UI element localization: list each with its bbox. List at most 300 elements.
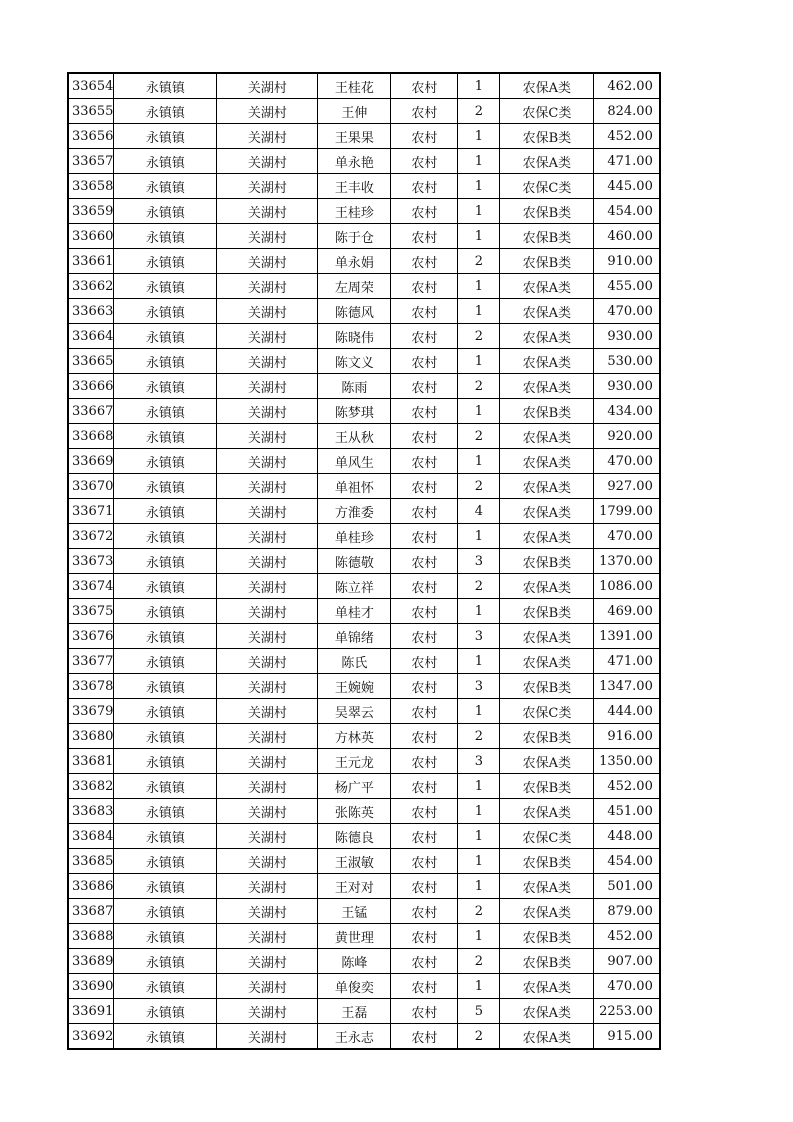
household-type-cell: 农村	[391, 374, 458, 399]
village-cell: 关湖村	[217, 1024, 318, 1050]
insurance-category-cell: 农保A类	[500, 899, 594, 924]
table-row	[68, 849, 660, 874]
village-cell: 关湖村	[217, 174, 318, 199]
town-cell: 永镇镇	[114, 224, 217, 249]
record-id-cell: 33687	[68, 899, 114, 924]
village-cell: 关湖村	[217, 349, 318, 374]
member-count-cell: 1	[458, 124, 500, 149]
person-name-cell: 单桂才	[318, 599, 391, 624]
record-id-cell: 33665	[68, 349, 114, 374]
insurance-category-cell: 农保A类	[500, 499, 594, 524]
record-id-cell: 33661	[68, 249, 114, 274]
person-name-cell: 陈梦琪	[318, 399, 391, 424]
village-cell: 关湖村	[217, 999, 318, 1024]
person-name-cell: 单锦绪	[318, 624, 391, 649]
table-row	[68, 724, 660, 749]
village-cell: 关湖村	[217, 674, 318, 699]
village-cell: 关湖村	[217, 599, 318, 624]
insurance-category-cell: 农保B类	[500, 399, 594, 424]
town-cell: 永镇镇	[114, 449, 217, 474]
amount-cell: 471.00	[594, 649, 660, 674]
member-count-cell: 1	[458, 349, 500, 374]
town-cell: 永镇镇	[114, 124, 217, 149]
household-type-cell: 农村	[391, 449, 458, 474]
member-count-cell: 1	[458, 874, 500, 899]
record-id-cell: 33683	[68, 799, 114, 824]
table-row	[68, 349, 660, 374]
person-name-cell: 陈峰	[318, 949, 391, 974]
insurance-category-cell: 农保C类	[500, 174, 594, 199]
member-count-cell: 1	[458, 974, 500, 999]
record-id-cell: 33688	[68, 924, 114, 949]
amount-cell: 920.00	[594, 424, 660, 449]
document-page	[67, 72, 661, 1050]
amount-cell: 916.00	[594, 724, 660, 749]
person-name-cell: 王伸	[318, 99, 391, 124]
village-cell: 关湖村	[217, 249, 318, 274]
record-id-cell: 33662	[68, 274, 114, 299]
amount-cell: 470.00	[594, 974, 660, 999]
member-count-cell: 3	[458, 749, 500, 774]
town-cell: 永镇镇	[114, 174, 217, 199]
insurance-category-cell: 农保A类	[500, 799, 594, 824]
household-type-cell: 农村	[391, 749, 458, 774]
table-row	[68, 524, 660, 549]
insurance-category-cell: 农保B类	[500, 549, 594, 574]
town-cell: 永镇镇	[114, 399, 217, 424]
town-cell: 永镇镇	[114, 73, 217, 99]
village-cell: 关湖村	[217, 824, 318, 849]
person-name-cell: 单桂珍	[318, 524, 391, 549]
household-type-cell: 农村	[391, 999, 458, 1024]
town-cell: 永镇镇	[114, 699, 217, 724]
person-name-cell: 王淑敏	[318, 849, 391, 874]
person-name-cell: 王对对	[318, 874, 391, 899]
person-name-cell: 王桂花	[318, 73, 391, 99]
table-row	[68, 999, 660, 1024]
town-cell: 永镇镇	[114, 524, 217, 549]
member-count-cell: 1	[458, 799, 500, 824]
household-type-cell: 农村	[391, 349, 458, 374]
person-name-cell: 方林英	[318, 724, 391, 749]
household-type-cell: 农村	[391, 774, 458, 799]
record-id-cell: 33686	[68, 874, 114, 899]
person-name-cell: 张陈英	[318, 799, 391, 824]
member-count-cell: 1	[458, 199, 500, 224]
table-row	[68, 899, 660, 924]
person-name-cell: 陈氏	[318, 649, 391, 674]
town-cell: 永镇镇	[114, 774, 217, 799]
village-cell: 关湖村	[217, 199, 318, 224]
member-count-cell: 1	[458, 174, 500, 199]
amount-cell: 910.00	[594, 249, 660, 274]
town-cell: 永镇镇	[114, 549, 217, 574]
table-row	[68, 73, 660, 99]
table-row	[68, 824, 660, 849]
person-name-cell: 陈晓伟	[318, 324, 391, 349]
member-count-cell: 3	[458, 549, 500, 574]
town-cell: 永镇镇	[114, 849, 217, 874]
member-count-cell: 2	[458, 574, 500, 599]
amount-cell: 530.00	[594, 349, 660, 374]
amount-cell: 879.00	[594, 899, 660, 924]
village-cell: 关湖村	[217, 774, 318, 799]
member-count-cell: 1	[458, 699, 500, 724]
member-count-cell: 3	[458, 624, 500, 649]
town-cell: 永镇镇	[114, 199, 217, 224]
member-count-cell: 2	[458, 249, 500, 274]
amount-cell: 455.00	[594, 274, 660, 299]
record-id-cell: 33659	[68, 199, 114, 224]
town-cell: 永镇镇	[114, 99, 217, 124]
member-count-cell: 1	[458, 149, 500, 174]
amount-cell: 460.00	[594, 224, 660, 249]
table-row	[68, 774, 660, 799]
town-cell: 永镇镇	[114, 474, 217, 499]
person-name-cell: 单永艳	[318, 149, 391, 174]
record-id-cell: 33681	[68, 749, 114, 774]
record-id-cell: 33691	[68, 999, 114, 1024]
household-type-cell: 农村	[391, 974, 458, 999]
town-cell: 永镇镇	[114, 274, 217, 299]
member-count-cell: 2	[458, 99, 500, 124]
member-count-cell: 2	[458, 724, 500, 749]
table-row	[68, 974, 660, 999]
table-row	[68, 749, 660, 774]
person-name-cell: 黄世理	[318, 924, 391, 949]
village-cell: 关湖村	[217, 499, 318, 524]
person-name-cell: 单风生	[318, 449, 391, 474]
household-type-cell: 农村	[391, 699, 458, 724]
household-type-cell: 农村	[391, 674, 458, 699]
record-id-cell: 33656	[68, 124, 114, 149]
table-row	[68, 949, 660, 974]
insurance-category-cell: 农保A类	[500, 974, 594, 999]
table-row	[68, 874, 660, 899]
household-type-cell: 农村	[391, 99, 458, 124]
table-row	[68, 799, 660, 824]
member-count-cell: 2	[458, 474, 500, 499]
amount-cell: 444.00	[594, 699, 660, 724]
table-row	[68, 649, 660, 674]
record-id-cell: 33666	[68, 374, 114, 399]
person-name-cell: 单永娟	[318, 249, 391, 274]
insurance-category-cell: 农保A类	[500, 349, 594, 374]
table-row	[68, 124, 660, 149]
table-row	[68, 449, 660, 474]
person-name-cell: 王永志	[318, 1024, 391, 1050]
person-name-cell: 王锰	[318, 899, 391, 924]
village-cell: 关湖村	[217, 374, 318, 399]
person-name-cell: 王丰收	[318, 174, 391, 199]
town-cell: 永镇镇	[114, 799, 217, 824]
amount-cell: 915.00	[594, 1024, 660, 1050]
amount-cell: 454.00	[594, 199, 660, 224]
village-cell: 关湖村	[217, 799, 318, 824]
insurance-category-cell: 农保A类	[500, 649, 594, 674]
table-row	[68, 324, 660, 349]
village-cell: 关湖村	[217, 924, 318, 949]
amount-cell: 927.00	[594, 474, 660, 499]
table-row	[68, 374, 660, 399]
household-type-cell: 农村	[391, 224, 458, 249]
person-name-cell: 王婉婉	[318, 674, 391, 699]
household-type-cell: 农村	[391, 324, 458, 349]
village-cell: 关湖村	[217, 949, 318, 974]
amount-cell: 1347.00	[594, 674, 660, 699]
member-count-cell: 1	[458, 224, 500, 249]
household-type-cell: 农村	[391, 124, 458, 149]
member-count-cell: 1	[458, 774, 500, 799]
village-cell: 关湖村	[217, 274, 318, 299]
household-type-cell: 农村	[391, 524, 458, 549]
member-count-cell: 1	[458, 599, 500, 624]
table-row	[68, 699, 660, 724]
member-count-cell: 4	[458, 499, 500, 524]
town-cell: 永镇镇	[114, 249, 217, 274]
household-type-cell: 农村	[391, 724, 458, 749]
household-type-cell: 农村	[391, 824, 458, 849]
table-row	[68, 424, 660, 449]
insurance-category-cell: 农保B类	[500, 249, 594, 274]
insurance-category-cell: 农保B类	[500, 724, 594, 749]
household-type-cell: 农村	[391, 599, 458, 624]
village-cell: 关湖村	[217, 899, 318, 924]
table-row	[68, 1024, 660, 1050]
village-cell: 关湖村	[217, 399, 318, 424]
town-cell: 永镇镇	[114, 999, 217, 1024]
person-name-cell: 陈立祥	[318, 574, 391, 599]
record-id-cell: 33658	[68, 174, 114, 199]
insurance-category-cell: 农保A类	[500, 149, 594, 174]
amount-cell: 454.00	[594, 849, 660, 874]
person-name-cell: 吴翠云	[318, 699, 391, 724]
insurance-category-cell: 农保A类	[500, 299, 594, 324]
amount-cell: 1799.00	[594, 499, 660, 524]
amount-cell: 471.00	[594, 149, 660, 174]
record-id-cell: 33671	[68, 499, 114, 524]
town-cell: 永镇镇	[114, 149, 217, 174]
household-type-cell: 农村	[391, 799, 458, 824]
household-type-cell: 农村	[391, 574, 458, 599]
household-type-cell: 农村	[391, 549, 458, 574]
table-row	[68, 624, 660, 649]
record-id-cell: 33672	[68, 524, 114, 549]
insurance-category-cell: 农保B类	[500, 674, 594, 699]
amount-cell: 469.00	[594, 599, 660, 624]
amount-cell: 452.00	[594, 124, 660, 149]
amount-cell: 907.00	[594, 949, 660, 974]
village-cell: 关湖村	[217, 224, 318, 249]
household-type-cell: 农村	[391, 899, 458, 924]
table-row	[68, 549, 660, 574]
household-type-cell: 农村	[391, 399, 458, 424]
amount-cell: 824.00	[594, 99, 660, 124]
town-cell: 永镇镇	[114, 724, 217, 749]
village-cell: 关湖村	[217, 974, 318, 999]
insurance-category-cell: 农保C类	[500, 824, 594, 849]
town-cell: 永镇镇	[114, 349, 217, 374]
record-id-cell: 33676	[68, 624, 114, 649]
village-cell: 关湖村	[217, 124, 318, 149]
amount-cell: 470.00	[594, 449, 660, 474]
person-name-cell: 王果果	[318, 124, 391, 149]
table-row	[68, 99, 660, 124]
table-row	[68, 249, 660, 274]
insurance-category-cell: 农保B类	[500, 924, 594, 949]
record-id-cell: 33655	[68, 99, 114, 124]
record-id-cell: 33678	[68, 674, 114, 699]
village-cell: 关湖村	[217, 849, 318, 874]
household-type-cell: 农村	[391, 249, 458, 274]
insurance-category-cell: 农保A类	[500, 374, 594, 399]
amount-cell: 451.00	[594, 799, 660, 824]
village-cell: 关湖村	[217, 549, 318, 574]
town-cell: 永镇镇	[114, 749, 217, 774]
insurance-category-cell: 农保A类	[500, 624, 594, 649]
person-name-cell: 陈文义	[318, 349, 391, 374]
household-type-cell: 农村	[391, 424, 458, 449]
record-id-cell: 33669	[68, 449, 114, 474]
member-count-cell: 2	[458, 424, 500, 449]
amount-cell: 1391.00	[594, 624, 660, 649]
town-cell: 永镇镇	[114, 974, 217, 999]
insurance-category-cell: 农保B类	[500, 124, 594, 149]
insurance-category-cell: 农保A类	[500, 999, 594, 1024]
record-id-cell: 33664	[68, 324, 114, 349]
record-id-cell: 33667	[68, 399, 114, 424]
record-id-cell: 33689	[68, 949, 114, 974]
town-cell: 永镇镇	[114, 824, 217, 849]
records-table	[67, 72, 661, 1050]
member-count-cell: 5	[458, 999, 500, 1024]
table-row	[68, 174, 660, 199]
household-type-cell: 农村	[391, 174, 458, 199]
insurance-category-cell: 农保B类	[500, 599, 594, 624]
member-count-cell: 1	[458, 449, 500, 474]
insurance-category-cell: 农保A类	[500, 324, 594, 349]
village-cell: 关湖村	[217, 73, 318, 99]
record-id-cell: 33690	[68, 974, 114, 999]
insurance-category-cell: 农保A类	[500, 424, 594, 449]
village-cell: 关湖村	[217, 299, 318, 324]
insurance-category-cell: 农保A类	[500, 874, 594, 899]
record-id-cell: 33679	[68, 699, 114, 724]
member-count-cell: 1	[458, 849, 500, 874]
person-name-cell: 单俊奕	[318, 974, 391, 999]
person-name-cell: 杨广平	[318, 774, 391, 799]
household-type-cell: 农村	[391, 849, 458, 874]
person-name-cell: 王磊	[318, 999, 391, 1024]
member-count-cell: 2	[458, 374, 500, 399]
village-cell: 关湖村	[217, 99, 318, 124]
member-count-cell: 1	[458, 924, 500, 949]
person-name-cell: 陈德敬	[318, 549, 391, 574]
village-cell: 关湖村	[217, 874, 318, 899]
record-id-cell: 33692	[68, 1024, 114, 1050]
amount-cell: 452.00	[594, 924, 660, 949]
insurance-category-cell: 农保A类	[500, 749, 594, 774]
village-cell: 关湖村	[217, 324, 318, 349]
person-name-cell: 方淮委	[318, 499, 391, 524]
table-row	[68, 149, 660, 174]
person-name-cell: 陈德风	[318, 299, 391, 324]
record-id-cell: 33685	[68, 849, 114, 874]
table-row	[68, 499, 660, 524]
household-type-cell: 农村	[391, 649, 458, 674]
member-count-cell: 1	[458, 274, 500, 299]
village-cell: 关湖村	[217, 149, 318, 174]
household-type-cell: 农村	[391, 949, 458, 974]
town-cell: 永镇镇	[114, 949, 217, 974]
member-count-cell: 2	[458, 1024, 500, 1050]
insurance-category-cell: 农保C类	[500, 99, 594, 124]
table-row	[68, 924, 660, 949]
amount-cell: 462.00	[594, 73, 660, 99]
village-cell: 关湖村	[217, 749, 318, 774]
amount-cell: 434.00	[594, 399, 660, 424]
person-name-cell: 王从秋	[318, 424, 391, 449]
record-id-cell: 33680	[68, 724, 114, 749]
amount-cell: 470.00	[594, 299, 660, 324]
insurance-category-cell: 农保A类	[500, 274, 594, 299]
town-cell: 永镇镇	[114, 424, 217, 449]
insurance-category-cell: 农保A类	[500, 524, 594, 549]
household-type-cell: 农村	[391, 149, 458, 174]
record-id-cell: 33670	[68, 474, 114, 499]
table-row	[68, 274, 660, 299]
town-cell: 永镇镇	[114, 1024, 217, 1050]
town-cell: 永镇镇	[114, 649, 217, 674]
table-row	[68, 674, 660, 699]
amount-cell: 1370.00	[594, 549, 660, 574]
record-id-cell: 33668	[68, 424, 114, 449]
amount-cell: 1086.00	[594, 574, 660, 599]
village-cell: 关湖村	[217, 574, 318, 599]
insurance-category-cell: 农保A类	[500, 1024, 594, 1050]
record-id-cell: 33660	[68, 224, 114, 249]
amount-cell: 470.00	[594, 524, 660, 549]
household-type-cell: 农村	[391, 924, 458, 949]
member-count-cell: 2	[458, 324, 500, 349]
record-id-cell: 33673	[68, 549, 114, 574]
record-id-cell: 33677	[68, 649, 114, 674]
insurance-category-cell: 农保B类	[500, 849, 594, 874]
person-name-cell: 左周荣	[318, 274, 391, 299]
member-count-cell: 1	[458, 649, 500, 674]
record-id-cell: 33682	[68, 774, 114, 799]
town-cell: 永镇镇	[114, 374, 217, 399]
town-cell: 永镇镇	[114, 299, 217, 324]
person-name-cell: 陈德良	[318, 824, 391, 849]
member-count-cell: 1	[458, 399, 500, 424]
household-type-cell: 农村	[391, 299, 458, 324]
amount-cell: 448.00	[594, 824, 660, 849]
record-id-cell: 33657	[68, 149, 114, 174]
amount-cell: 2253.00	[594, 999, 660, 1024]
person-name-cell: 陈于仓	[318, 224, 391, 249]
household-type-cell: 农村	[391, 624, 458, 649]
insurance-category-cell: 农保B类	[500, 199, 594, 224]
person-name-cell: 王元龙	[318, 749, 391, 774]
town-cell: 永镇镇	[114, 499, 217, 524]
member-count-cell: 1	[458, 524, 500, 549]
record-id-cell: 33663	[68, 299, 114, 324]
village-cell: 关湖村	[217, 474, 318, 499]
record-id-cell: 33654	[68, 73, 114, 99]
amount-cell: 1350.00	[594, 749, 660, 774]
household-type-cell: 农村	[391, 1024, 458, 1050]
